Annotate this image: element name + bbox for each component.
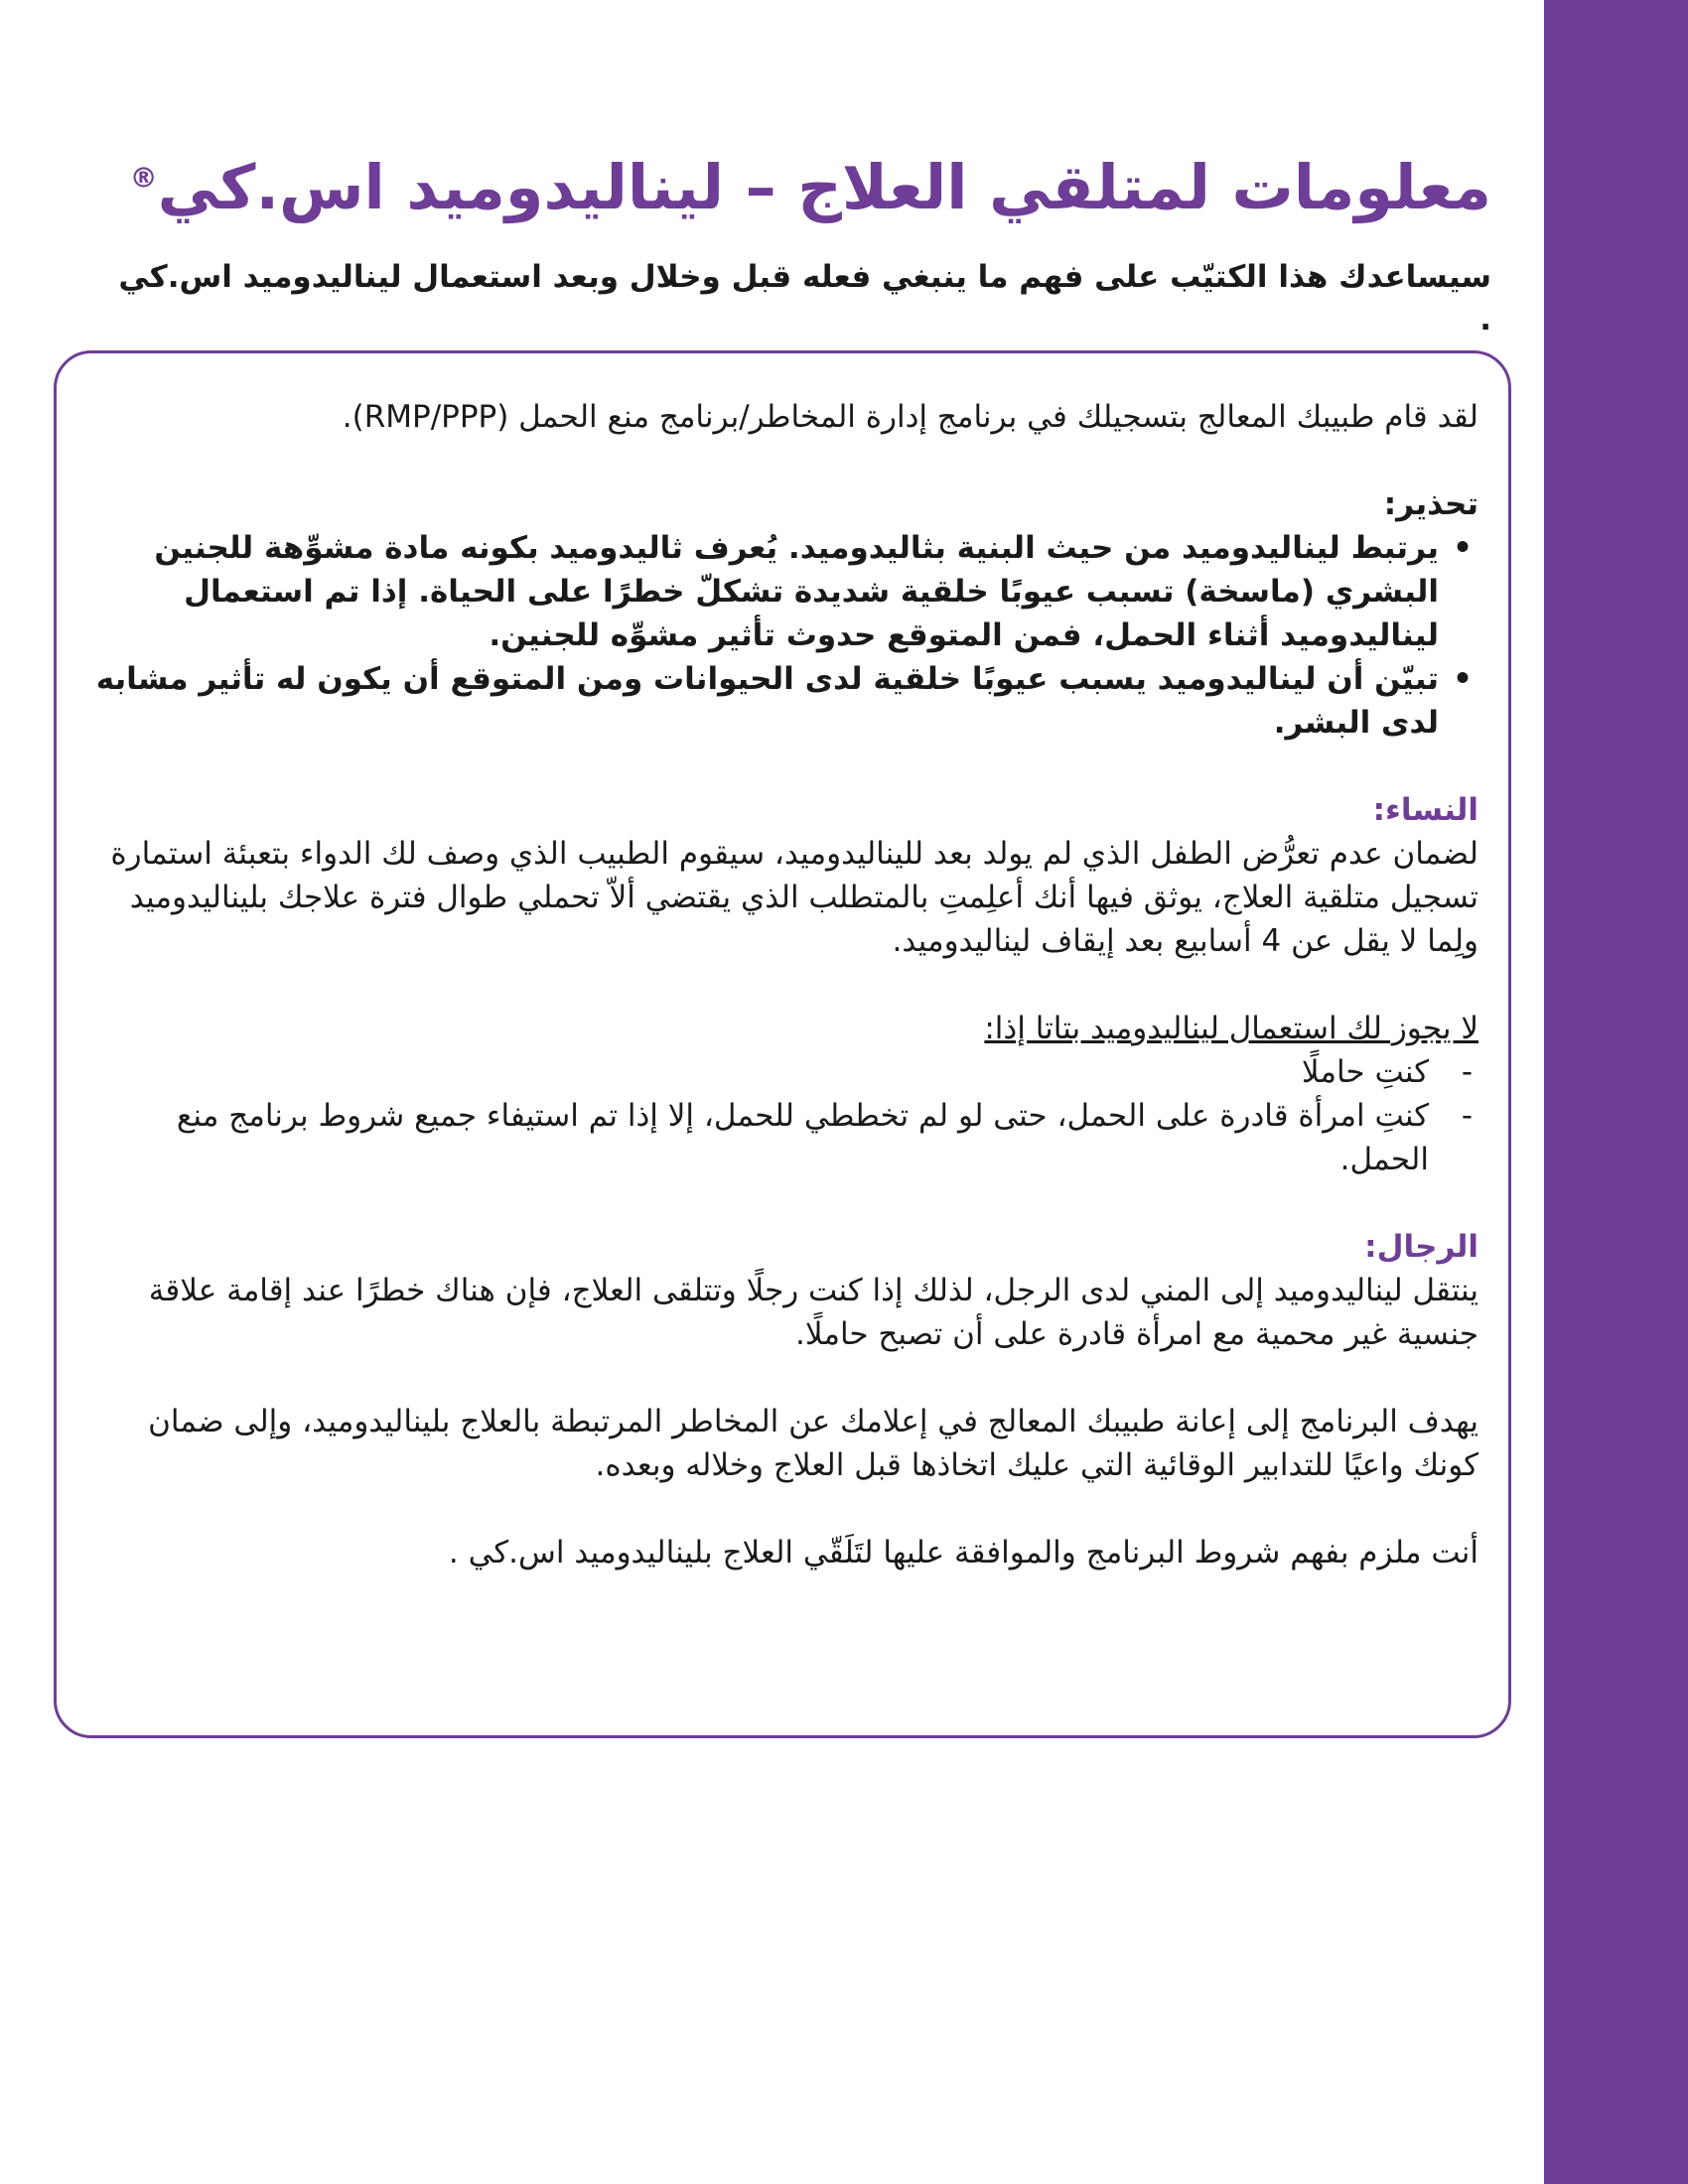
men-heading: الرجال:: [1364, 1229, 1478, 1265]
side-color-bar: [1544, 0, 1688, 2184]
men-text: ينتقل ليناليدوميد إلى المني لدى الرجل، لذلك إذا كنت رجلًا وتتلقى العلاج، فإن هناك خطرًا عند إقامة علاقة جنسية غير محمية مع امرأة قادرة على أن تصبح حاملًا.: [148, 1273, 1478, 1352]
women-text: لضمان عدم تعرُّض الطفل الذي لم يولد بعد لليناليدوميد، سيقوم الطبيب الذي وصف لك الدواء بتعبئة استمارة تسجيل متلقية العلاج، يوثق فيها أنك أعلِمتِ بالمتطلب الذي يقتضي ألاّ تحملي طوال فترة علاجك بليناليدوميد ولِما لا يقل عن 4 أسابيع بعد إيقاف ليناليدوميد.: [110, 836, 1478, 959]
women-heading: النساء:: [1372, 792, 1478, 828]
registered-mark: ®: [129, 161, 158, 195]
warning-item: • تبيّن أن ليناليدوميد يسبب عيوبًا خلقية لدى الحيوانات ومن المتوقع أن يكون له تأثير مشابه لدى البشر.: [86, 657, 1439, 745]
page-content: [52, 0, 1491, 2184]
info-card: [54, 350, 1511, 1738]
prohibition-item: - كنتِ حاملًا: [86, 1050, 1429, 1094]
warning-item: • يرتبط ليناليدوميد من حيث البنية بثاليدوميد. يُعرف ثاليدوميد بكونه مادة مشوِّهة للجنين البشري (ماسخة) تسبب عيوبًا خلقية شديدة تشكلّ خطرًا على الحياة. إذا تم استعمال ليناليدوميد أثناء الحمل، فمن المتوقع حدوث تأثير مشوِّه للجنين.: [86, 526, 1439, 657]
program-goal-text: يهدف البرنامج إلى إعانة طبيبك المعالج في إعلامك عن المخاطر المرتبطة بالعلاج بليناليدوميد، وإلى ضمان كونك واعيًا للتدابير الوقائية التي عليك اتخاذها قبل العلاج وخلاله وبعده.: [148, 1404, 1478, 1483]
prohibition-list: [86, 1050, 1478, 1181]
page-subtitle: سيساعدك هذا الكتيّب على فهم ما ينبغي فعله قبل وخلال وبعد استعمال ليناليدوميد اس.كي .: [118, 259, 1491, 339]
prohibition-heading: لا يجوز لك استعمال ليناليدوميد بتاتا إذا:: [984, 1011, 1478, 1046]
warning-heading: تحذير:: [1383, 486, 1478, 522]
prohibition-item: - كنتِ امرأة قادرة على الحمل، حتى لو لم تخططي للحمل، إلا إذا تم استيفاء جميع شروط برنامج منع الحمل.: [86, 1094, 1429, 1181]
commitment-text: أنت ملزم بفهم شروط البرنامج والموافقة عليها لتَلَقّي العلاج بليناليدوميد اس.كي .: [448, 1535, 1478, 1570]
page-title-text: معلومات لمتلقي العلاج – ليناليدوميد اس.كي: [157, 151, 1491, 223]
page-title: [101, 149, 1491, 226]
warning-list: [86, 526, 1478, 745]
intro-text: لقد قام طبيبك المعالج بتسجيلك في برنامج إدارة المخاطر/برنامج منع الحمل (RMP/PPP).: [342, 399, 1478, 435]
